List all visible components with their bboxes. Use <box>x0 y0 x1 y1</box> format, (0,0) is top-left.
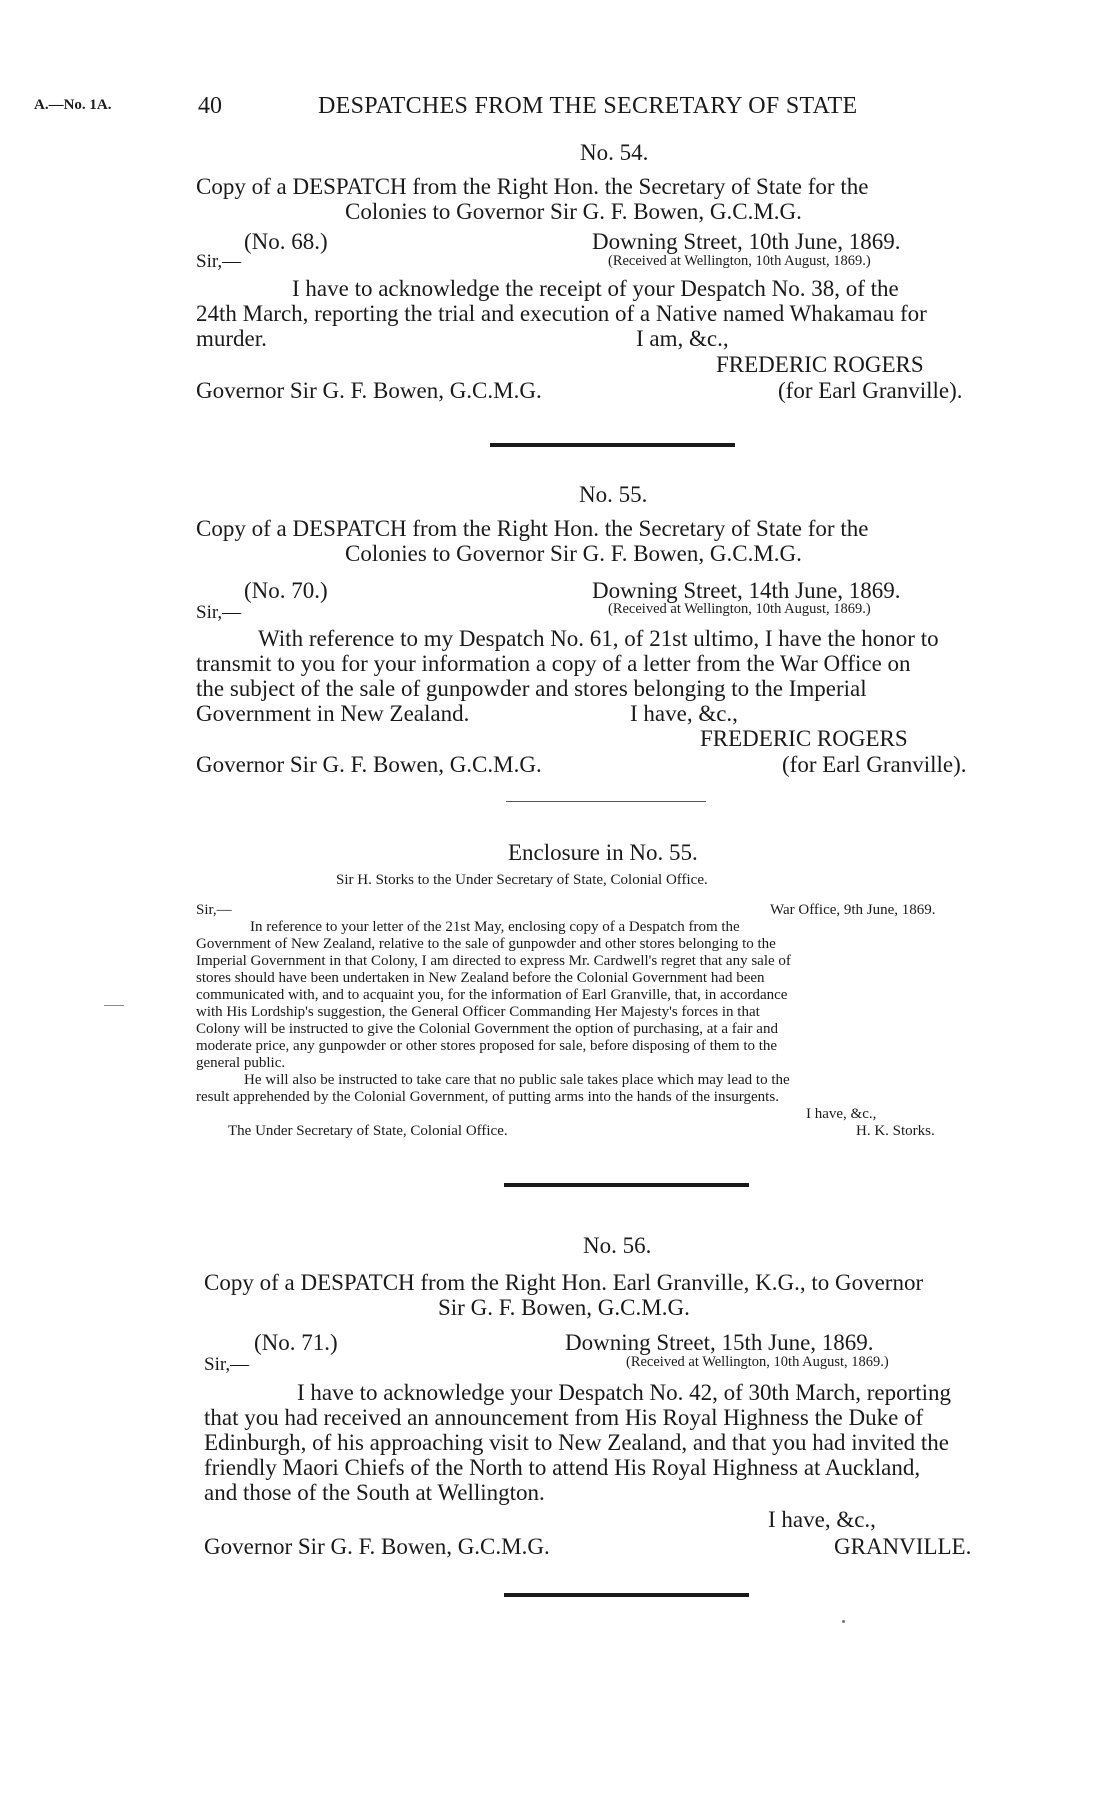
body-line: Government in New Zealand. <box>196 701 470 726</box>
body-line: With reference to my Despatch No. 61, of 21st ultimo, I have the honor to <box>258 626 939 651</box>
closing: I am, &c., <box>636 326 729 351</box>
enclosure-line: moderate price, any gunpowder or other stores proposed for sale, before disposing of them to the <box>196 1038 778 1054</box>
despatch-ref: (No. 68.) <box>244 229 328 254</box>
closing: I have, &c., <box>630 701 738 726</box>
salutation: Sir,— <box>204 1354 250 1375</box>
enclosure-line: Imperial Government in that Colony, I am directed to express Mr. Cardwell's regret that any sale of <box>196 953 791 969</box>
despatch-caption: Colonies to Governor Sir G. F. Bowen, G.C.M.G. <box>345 199 802 224</box>
addressee: Governor Sir G. F. Bowen, G.C.M.G. <box>196 378 542 403</box>
closing: I have, &c., <box>806 1106 877 1122</box>
closing: I have, &c., <box>768 1507 876 1532</box>
despatch-caption: Colonies to Governor Sir G. F. Bowen, G.C.M.G. <box>345 541 802 566</box>
received-note: (Received at Wellington, 10th August, 1869.) <box>608 601 871 617</box>
received-note: (Received at Wellington, 10th August, 1869.) <box>608 253 871 269</box>
enclosure-line: In reference to your letter of the 21st May, enclosing copy of a Despatch from the <box>250 919 740 935</box>
salutation: Sir,— <box>196 902 232 918</box>
place-date: Downing Street, 14th June, 1869. <box>592 578 901 603</box>
signer-note: (for Earl Granville). <box>782 752 967 777</box>
body-line: I have to acknowledge your Despatch No. 42, of 30th March, reporting <box>297 1380 952 1405</box>
addressee: Governor Sir G. F. Bowen, G.C.M.G. <box>196 752 542 777</box>
place-date: Downing Street, 10th June, 1869. <box>592 229 901 254</box>
section-divider <box>490 443 735 447</box>
enclosure-line: general public. <box>196 1055 286 1071</box>
despatch-caption: Copy of a DESPATCH from the Right Hon. Earl Granville, K.G., to Governor <box>204 1270 924 1295</box>
body-line: the subject of the sale of gunpowder and stores belonging to the Imperial <box>196 676 867 701</box>
page-title: DESPATCHES FROM THE SECRETARY OF STATE <box>318 93 858 119</box>
body-line: and those of the South at Wellington. <box>204 1480 545 1505</box>
enclosure-line: communicated with, and to acquaint you, for the information of Earl Granville, that, in accordance <box>196 987 788 1003</box>
enclosure-line: result apprehended by the Colonial Government, of putting arms into the hands of the insurgents. <box>196 1089 779 1105</box>
salutation: Sir,— <box>196 251 242 272</box>
section-divider <box>504 1183 749 1187</box>
enclosure-title: Enclosure in No. 55. <box>508 840 698 865</box>
addressee: The Under Secretary of State, Colonial Office. <box>228 1123 508 1139</box>
body-line: I have to acknowledge the receipt of your Despatch No. 38, of the <box>292 276 899 301</box>
signer: FREDERIC ROGERS <box>700 726 908 751</box>
addressee: Governor Sir G. F. Bowen, G.C.M.G. <box>204 1534 550 1559</box>
enclosure-line: stores should have been undertaken in New Zealand before the Colonial Government had been <box>196 970 765 986</box>
body-line: transmit to you for your information a copy of a letter from the War Office on <box>196 651 911 676</box>
received-note: (Received at Wellington, 10th August, 1869.) <box>626 1354 889 1370</box>
despatch-ref: (No. 71.) <box>254 1330 338 1355</box>
despatch-ref: (No. 70.) <box>244 578 328 603</box>
body-line: that you had received an announcement from His Royal Highness the Duke of <box>204 1405 924 1430</box>
body-line: 24th March, reporting the trial and execution of a Native named Whakamau for <box>196 301 927 326</box>
salutation: Sir,— <box>196 602 242 623</box>
place-date: Downing Street, 15th June, 1869. <box>565 1330 874 1355</box>
body-line: Edinburgh, of his approaching visit to New Zealand, and that you had invited the <box>204 1430 949 1455</box>
signer: GRANVILLE. <box>834 1534 972 1559</box>
place-date: War Office, 9th June, 1869. <box>770 902 936 918</box>
signer-note: (for Earl Granville). <box>778 378 963 403</box>
enclosure-line: Colony will be instructed to give the Colonial Government the option of purchasing, at a fair and <box>196 1021 778 1037</box>
page-number: 40 <box>198 93 222 119</box>
page-ref: A.—No. 1A. <box>34 97 112 113</box>
margin-dot <box>842 1620 845 1623</box>
despatch-caption: Copy of a DESPATCH from the Right Hon. the Secretary of State for the <box>196 174 869 199</box>
despatch-caption: Copy of a DESPATCH from the Right Hon. the Secretary of State for the <box>196 516 869 541</box>
despatch-number: No. 54. <box>580 140 649 165</box>
signer: H. K. Storks. <box>856 1123 935 1139</box>
margin-mark <box>104 1005 124 1006</box>
despatch-number: No. 55. <box>579 482 648 507</box>
section-divider <box>504 1593 749 1597</box>
despatch-caption: Sir G. F. Bowen, G.C.M.G. <box>438 1295 690 1320</box>
body-line: friendly Maori Chiefs of the North to attend His Royal Highness at Auckland, <box>204 1455 921 1480</box>
enclosure-line: Government of New Zealand, relative to the sale of gunpowder and other stores belonging to the <box>196 936 776 952</box>
enclosure-line: He will also be instructed to take care that no public sale takes place which may lead to the <box>244 1072 790 1088</box>
signer: FREDERIC ROGERS <box>716 352 924 377</box>
despatch-number: No. 56. <box>583 1233 652 1258</box>
section-divider-thin <box>506 801 706 802</box>
enclosure-subtitle: Sir H. Storks to the Under Secretary of State, Colonial Office. <box>336 872 708 888</box>
enclosure-line: with His Lordship's suggestion, the General Officer Commanding Her Majesty's forces in that <box>196 1004 760 1020</box>
body-line: murder. <box>196 326 267 351</box>
